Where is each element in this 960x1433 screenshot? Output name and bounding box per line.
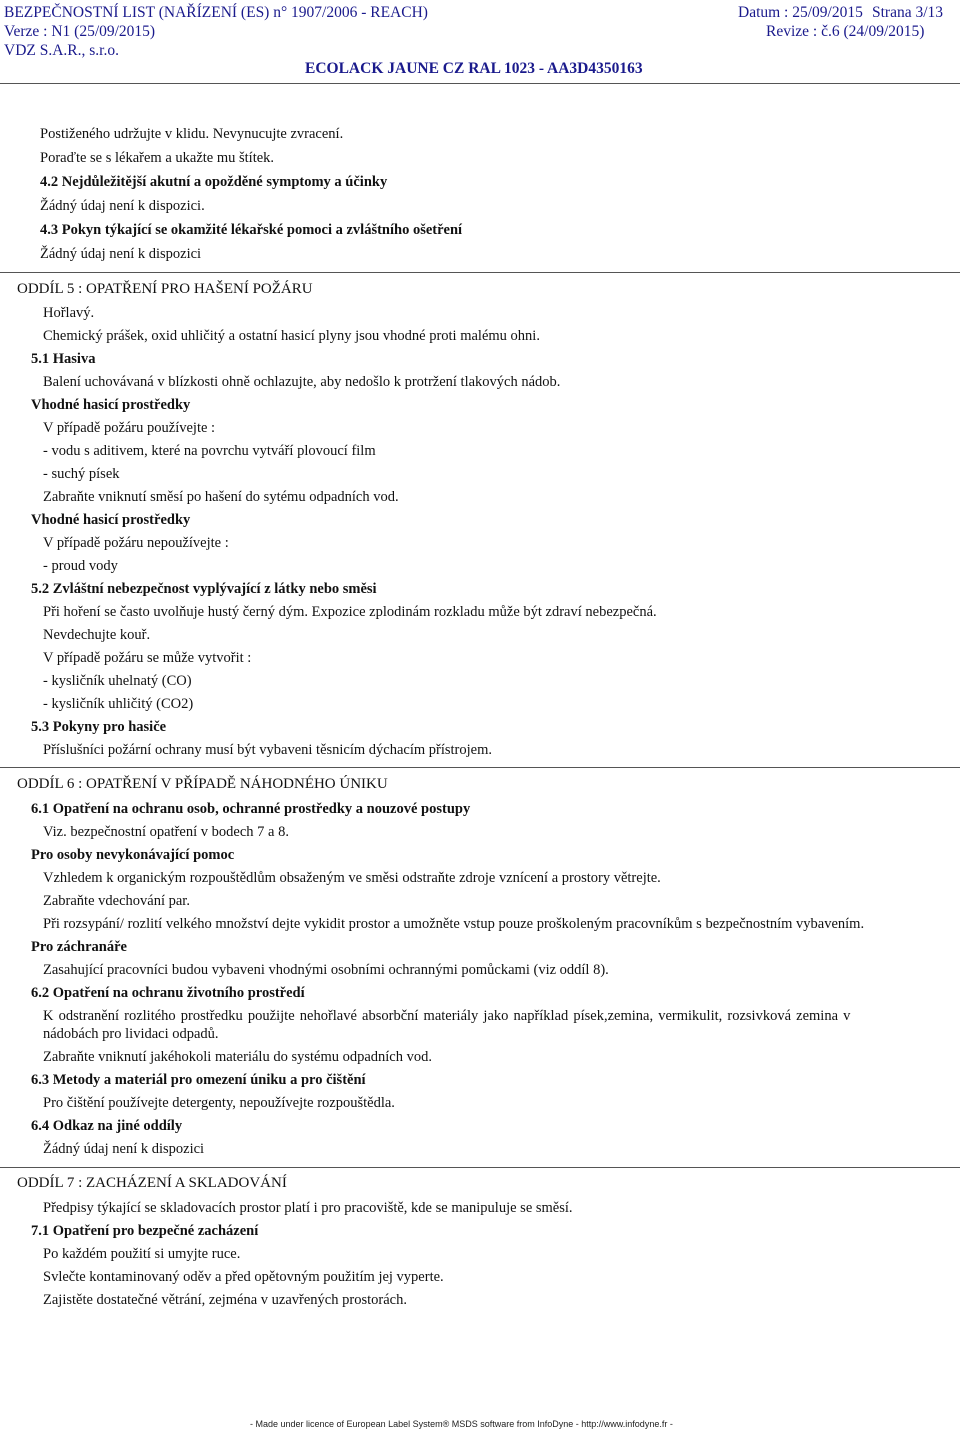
text-line: Svlečte kontaminovaný oděv a před opětovným použitím jej vyperte. <box>43 1269 444 1285</box>
text-line: - proud vody <box>43 558 118 574</box>
text-line: Žádný údaj není k dispozici. <box>40 198 205 214</box>
subsection-heading-5-1: 5.1 Hasiva <box>31 351 96 367</box>
section-heading-5: ODDÍL 5 : OPATŘENÍ PRO HAŠENÍ POŽÁRU <box>17 281 313 297</box>
text-line: V případě požáru nepoužívejte : <box>43 535 229 551</box>
text-line: Vzhledem k organickým rozpouštědlům obsaženým ve směsi odstraňte zdroje vznícení a prostory větrejte. <box>43 870 661 886</box>
text-line: Příslušníci požární ochrany musí být vybaveni těsnicím dýchacím přístrojem. <box>43 742 493 758</box>
section-heading-6: ODDÍL 6 : OPATŘENÍ V PŘÍPADĚ NÁHODNÉHO ÚNIKU <box>17 776 388 792</box>
section-divider <box>0 1167 960 1168</box>
subheading: Pro osoby nevykonávající pomoc <box>31 847 235 863</box>
text-line: Postiženého udržujte v klidu. Nevynucujte zvracení. <box>40 126 344 142</box>
document-version: Verze : N1 (25/09/2015) <box>4 23 156 40</box>
subheading: Pro záchranáře <box>31 939 127 955</box>
text-line: Žádný údaj není k dispozici <box>40 246 202 262</box>
text-line: Předpisy týkající se skladovacích prostor platí i pro pracoviště, kde se manipuluje se směsí. <box>43 1200 573 1216</box>
subheading: Vhodné hasicí prostředky <box>31 512 191 528</box>
company-name: VDZ S.A.R., s.r.o. <box>4 42 119 59</box>
text-line: Zabraňte vdechování par. <box>43 893 190 909</box>
text-line: Při rozsypání/ rozlití velkého množství dejte vykidit prostor a umožněte vstup pouze proškoleným pracovníkům s bezpečnostním vybavením. <box>43 916 865 932</box>
text-line: - suchý písek <box>43 466 120 482</box>
text-line: Poraďte se s lékařem a ukažte mu štítek. <box>40 150 275 166</box>
text-line: Pro čištění používejte detergenty, nepoužívejte rozpouštědla. <box>43 1095 395 1111</box>
text-line: Zabraňte vniknutí směsí po hašení do sytému odpadních vod. <box>43 489 399 505</box>
text-line: Zajistěte dostatečné větrání, zejména v uzavřených prostorách. <box>43 1292 407 1308</box>
subsection-heading-4-3: 4.3 Pokyn týkající se okamžité lékařské pomoci a zvláštního ošetření <box>40 222 463 238</box>
text-line: nádobách pro lividaci odpadů. <box>43 1026 219 1042</box>
text-line: V případě požáru používejte : <box>43 420 216 436</box>
text-line: Žádný údaj není k dispozici <box>43 1141 205 1157</box>
subsection-heading-5-3: 5.3 Pokyny pro hasiče <box>31 719 167 735</box>
subsection-heading-6-4: 6.4 Odkaz na jiné oddíly <box>31 1118 183 1134</box>
subsection-heading-6-1: 6.1 Opatření na ochranu osob, ochranné prostředky a nouzové postupy <box>31 801 471 817</box>
subsection-heading-6-3: 6.3 Metody a materiál pro omezení úniku a pro čištění <box>31 1072 366 1088</box>
subsection-heading-5-2: 5.2 Zvláštní nebezpečnost vyplývající z látky nebo směsi <box>31 581 377 597</box>
text-line: Zabraňte vniknutí jakéhokoli materiálu do systému odpadních vod. <box>43 1049 432 1065</box>
page-number: Strana 3/13 <box>872 4 944 21</box>
document-revision: Revize : č.6 (24/09/2015) <box>766 23 925 40</box>
text-line: K odstranění rozlitého prostředku použijte nehořlavé absorbční materiály jako například písek,zemina, vermikulit, rozsivková zemina v <box>43 1008 851 1024</box>
section-divider <box>0 767 960 768</box>
text-line: - kysličník uhličitý (CO2) <box>43 696 194 712</box>
document-title: BEZPEČNOSTNÍ LIST (NAŘÍZENÍ (ES) n° 1907/2006 - REACH) <box>4 4 428 21</box>
text-line: V případě požáru se může vytvořit : <box>43 650 252 666</box>
product-name: ECOLACK JAUNE CZ RAL 1023 - AA3D4350163 <box>305 60 643 77</box>
subheading: Vhodné hasicí prostředky <box>31 397 191 413</box>
text-line: Viz. bezpečnostní opatření v bodech 7 a 8. <box>43 824 289 840</box>
subsection-heading-6-2: 6.2 Opatření na ochranu životního prostředí <box>31 985 305 1001</box>
document-date: Datum : 25/09/2015 <box>738 4 863 21</box>
text-line: Při hoření se často uvolňuje hustý černý dým. Expozice zplodinám rozkladu může být zdraví nebezpečná. <box>43 604 657 620</box>
subsection-heading-4-2: 4.2 Nejdůležitější akutní a opožděné symptomy a účinky <box>40 174 388 190</box>
text-line: Chemický prášek, oxid uhličitý a ostatní hasicí plyny jsou vhodné proti malému ohni. <box>43 328 540 344</box>
text-line: Po každém použití si umyjte ruce. <box>43 1246 241 1262</box>
text-line: Nevdechujte kouř. <box>43 627 151 643</box>
text-line: Balení uchovávaná v blízkosti ohně ochlazujte, aby nedošlo k protržení tlakových nádob. <box>43 374 561 390</box>
section-divider <box>0 272 960 273</box>
text-line: - kysličník uhelnatý (CO) <box>43 673 192 689</box>
header-divider <box>0 83 960 84</box>
footer-licence: - Made under licence of European Label System® MSDS software from InfoDyne - http://www.infodyne.fr - <box>250 1419 673 1429</box>
text-line: Zasahující pracovníci budou vybaveni vhodnými osobními ochrannými pomůckami (viz oddíl 8). <box>43 962 609 978</box>
text-line: - vodu s aditivem, které na povrchu vytváří plovoucí film <box>43 443 376 459</box>
text-line: Hořlavý. <box>43 305 95 321</box>
section-heading-7: ODDÍL 7 : ZACHÁZENÍ A SKLADOVÁNÍ <box>17 1175 287 1191</box>
subsection-heading-7-1: 7.1 Opatření pro bezpečné zacházení <box>31 1223 259 1239</box>
